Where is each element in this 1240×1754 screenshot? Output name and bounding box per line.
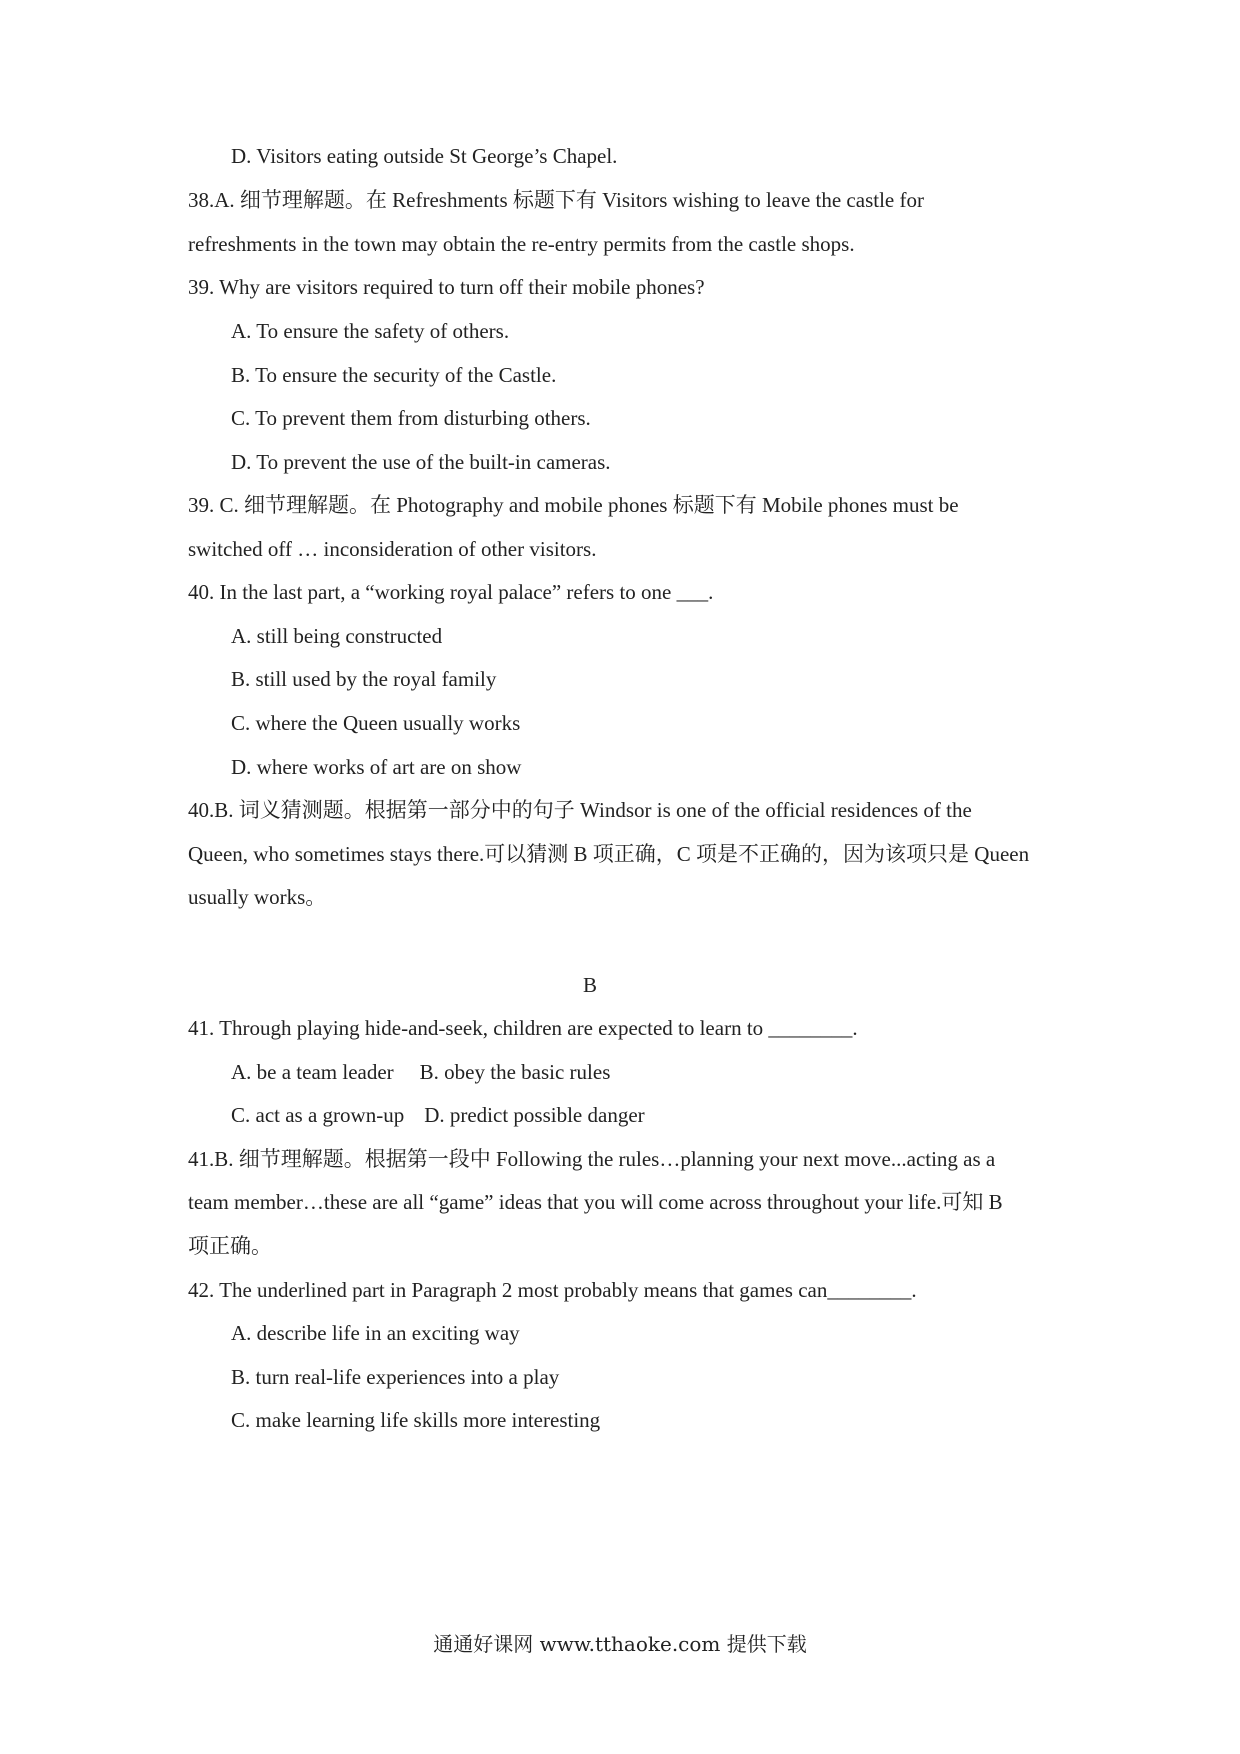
answer-39: 39. C. 细节理解题。在 Photography and mobile phones 标题下有 Mobile phones must be [188,493,959,517]
answer-40: 40.B. 词义猜测题。根据第一部分中的句子 Windsor is one of the official residences of the [188,798,972,822]
options-41-row-1 [231,1058,610,1086]
question-42: 42. The underlined part in Paragraph 2 most probably means that games can________. [188,1278,917,1302]
section-heading: B [582,973,597,997]
question-41: 41. Through playing hide-and-seek, children are expected to learn to ________. [188,1016,858,1040]
option-37-d: D. Visitors eating outside St George’s Chapel. [231,144,618,168]
answer-38: 38.A. 细节理解题。在 Refreshments 标题下有 Visitors wishing to leave the castle for [188,188,924,212]
option-39-a: A. To ensure the safety of others. [231,319,510,343]
answer-39-cont: switched off … inconsideration of other visitors. [188,537,597,561]
option-41-a: A. be a team leader [231,1060,394,1084]
answer-40-end: usually works。 [188,885,327,909]
answer-38-cont: refreshments in the town may obtain the re-entry permits from the castle shops. [188,232,855,256]
answer-40-cont: Queen, who sometimes stays there.可以猜测 B 项正确，C 项是不正确的，因为该项只是 Queen [188,842,1030,866]
option-40-a: A. still being constructed [231,624,443,648]
option-39-d: D. To prevent the use of the built-in cameras. [231,450,611,474]
option-39-b: B. To ensure the security of the Castle. [231,363,557,387]
answer-41-end: 项正确。 [188,1234,272,1258]
option-40-c: C. where the Queen usually works [231,711,521,735]
option-42-c: C. make learning life skills more interesting [231,1408,601,1432]
option-41-c: C. act as a grown-up [231,1103,405,1127]
option-40-b: B. still used by the royal family [231,667,497,691]
question-40: 40. In the last part, a “working royal palace” refers to one ___. [188,580,714,604]
question-39: 39. Why are visitors required to turn off their mobile phones? [188,275,705,299]
options-41-row-2 [231,1101,645,1129]
answer-41: 41.B. 细节理解题。根据第一段中 Following the rules…planning your next move...acting as a [188,1147,996,1171]
option-41-d: D. predict possible danger [424,1103,645,1127]
option-42-a: A. describe life in an exciting way [231,1321,520,1345]
option-41-b: B. obey the basic rules [419,1060,611,1084]
option-42-b: B. turn real-life experiences into a play [231,1365,560,1389]
option-39-c: C. To prevent them from disturbing others. [231,406,591,430]
answer-41-cont: team member…these are all “game” ideas that you will come across throughout your life.可知 B [188,1190,1003,1214]
page-footer: 通通好课网 www.tthaoke.com 提供下载 [433,1632,807,1656]
option-40-d: D. where works of art are on show [231,755,522,779]
